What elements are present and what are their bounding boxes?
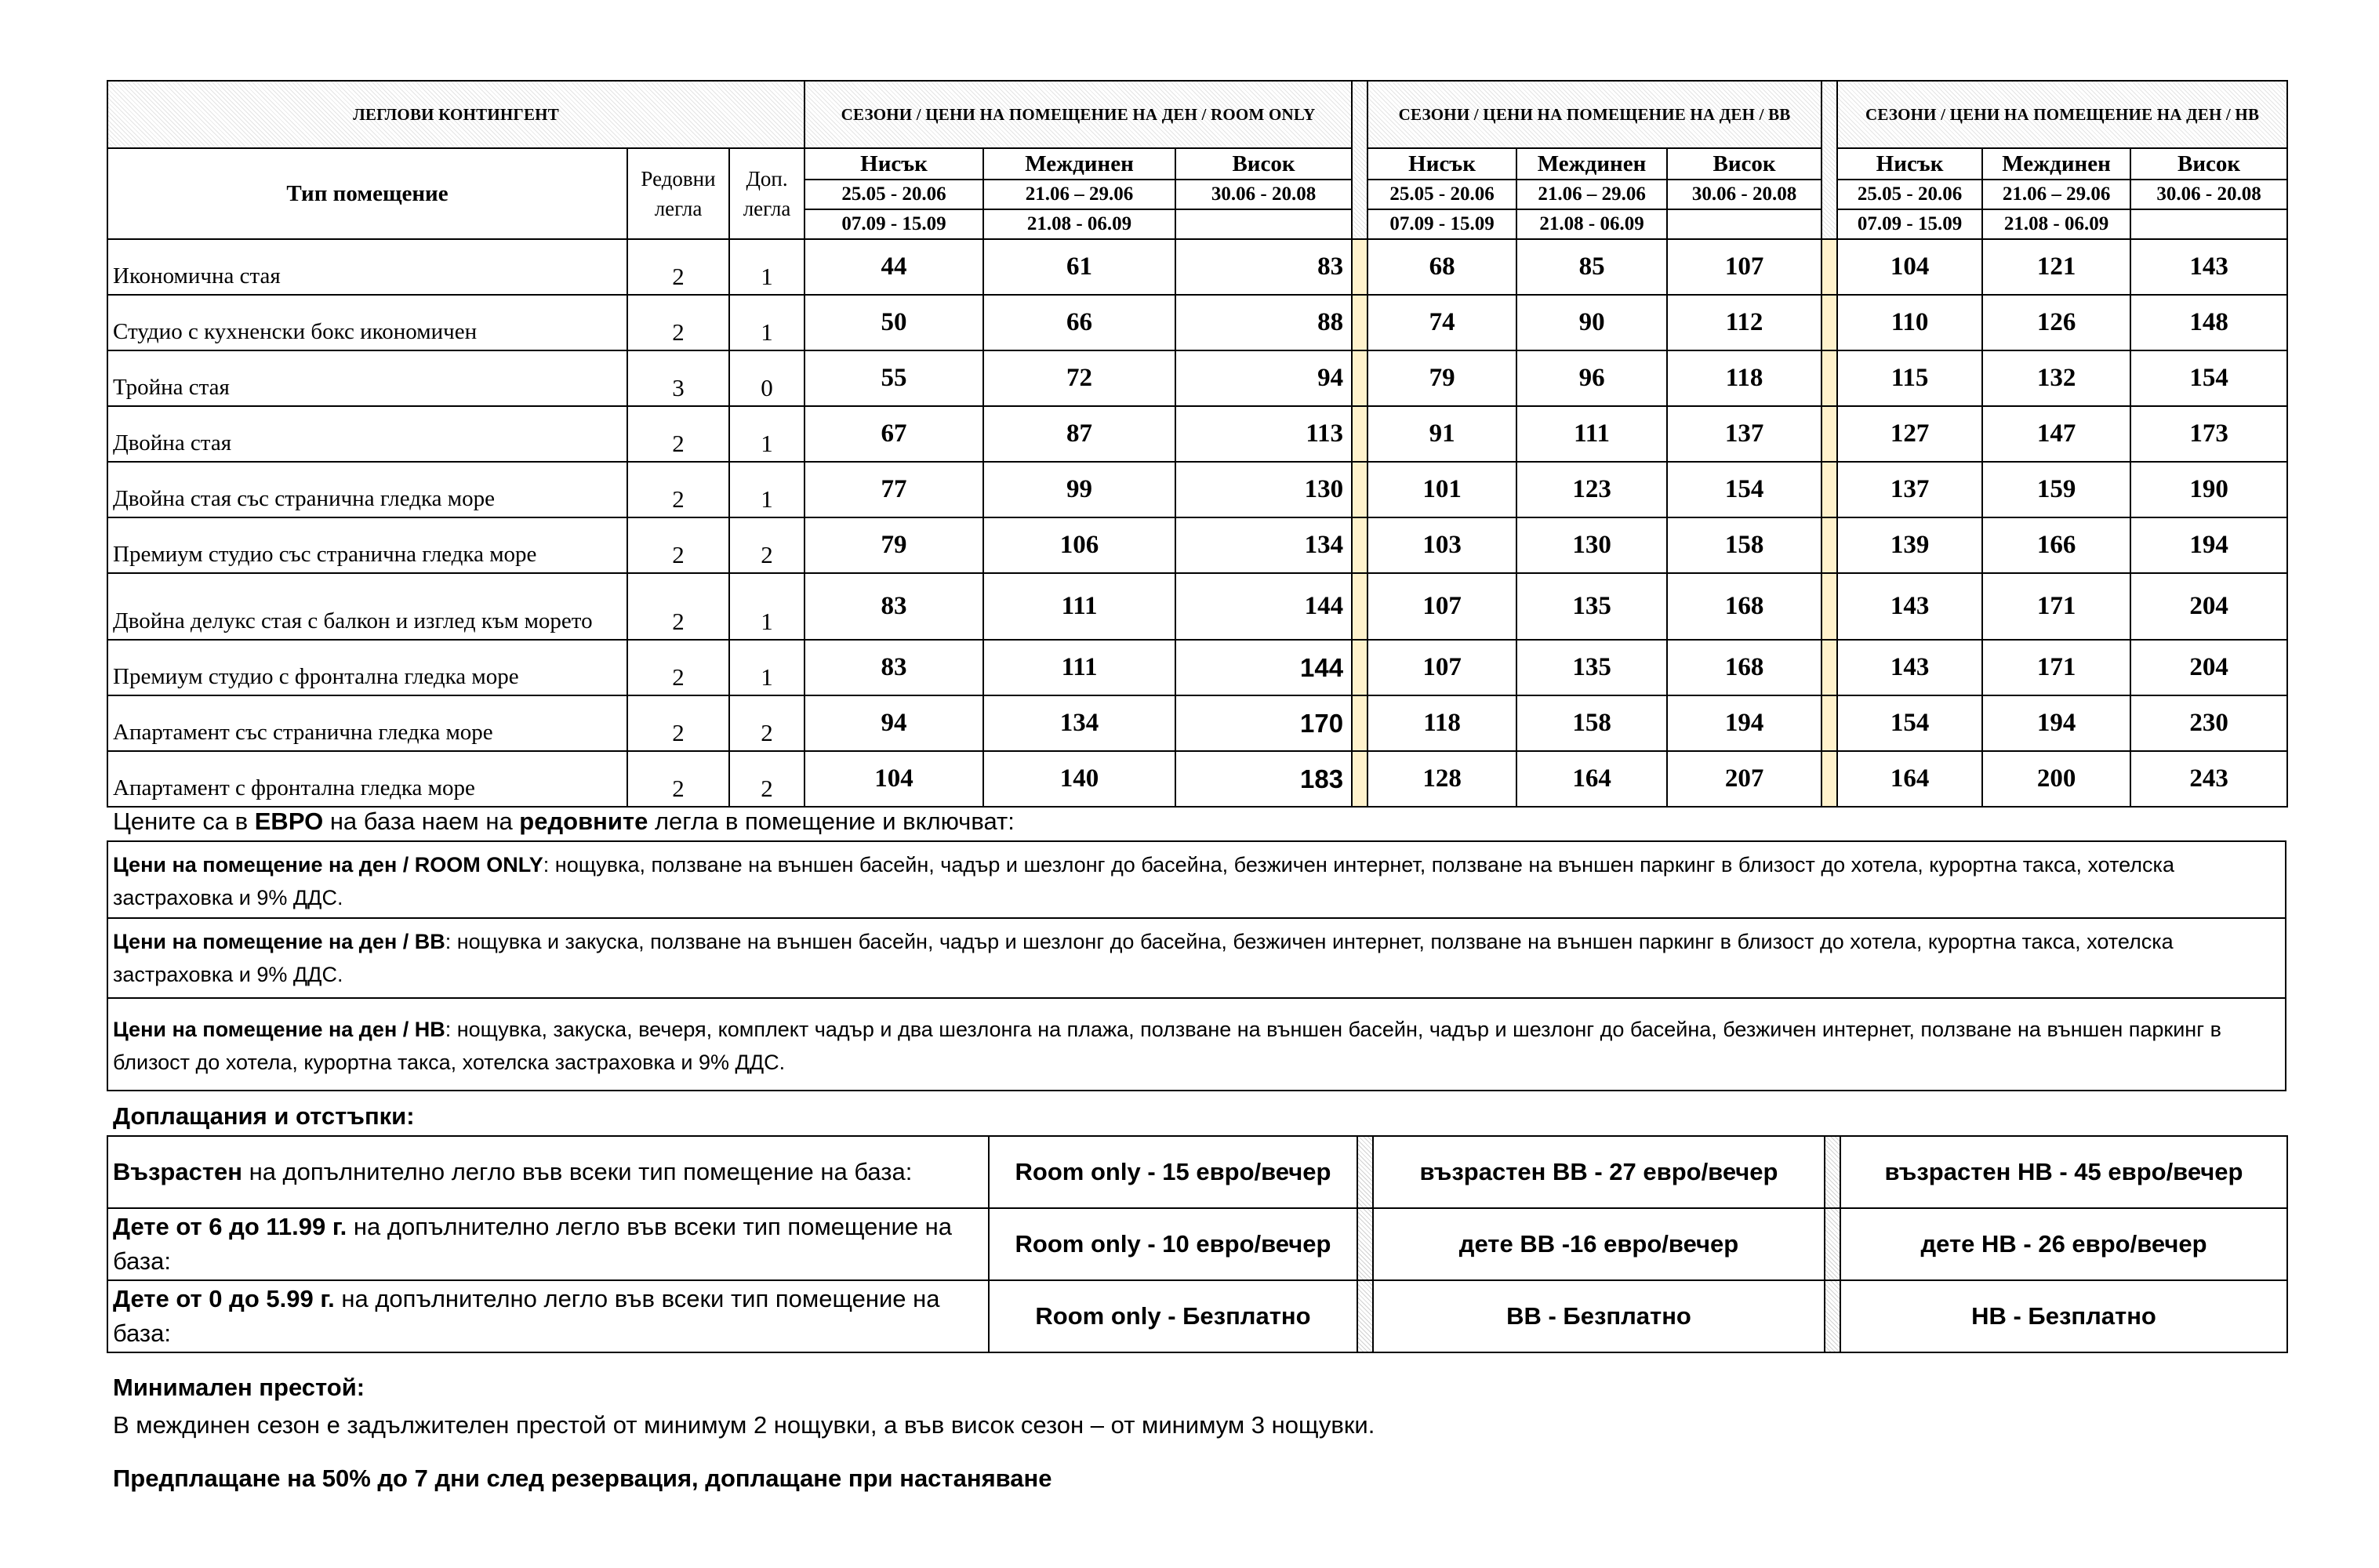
season-dates: 21.06 – 29.06 bbox=[1982, 180, 2130, 209]
price-cell: 118 bbox=[1667, 350, 1821, 406]
season-dates: 21.08 - 06.09 bbox=[1516, 209, 1667, 239]
price-cell: 104 bbox=[1837, 239, 1982, 295]
room-type-cell: Апартамент с фронтална гледка море bbox=[107, 751, 627, 807]
bb-label: Цени на помещение на ден / BB bbox=[113, 930, 445, 953]
extra-beds-cell: 1 bbox=[729, 640, 805, 695]
price-cell: 147 bbox=[1982, 406, 2130, 462]
notes-intro-regular: редовните bbox=[519, 808, 648, 835]
column-separator bbox=[1352, 350, 1367, 406]
hb-inclusions bbox=[107, 998, 2286, 1091]
price-cell: 79 bbox=[805, 517, 983, 573]
extras-label-text: на допълнително легло във всеки тип помещение на база: bbox=[113, 1213, 953, 1275]
column-separator bbox=[1821, 81, 1837, 239]
room-only-supplement: Room only - Безплатно bbox=[989, 1280, 1357, 1352]
extra-beds-cell: 2 bbox=[729, 695, 805, 751]
price-cell: 140 bbox=[983, 751, 1175, 807]
regular-beds-cell: 2 bbox=[627, 239, 729, 295]
price-cell: 94 bbox=[1175, 350, 1352, 406]
room-only-supplement: Room only - 10 евро/вечер bbox=[989, 1208, 1357, 1280]
season-dates: 21.08 - 06.09 bbox=[1982, 209, 2130, 239]
regular-beds-cell: 2 bbox=[627, 695, 729, 751]
bb-supplement: BB - Безплатно bbox=[1373, 1280, 1825, 1352]
table-row bbox=[107, 406, 2287, 462]
inclusions-table bbox=[107, 840, 2286, 1091]
column-separator bbox=[1357, 1280, 1373, 1352]
price-cell: 243 bbox=[2130, 751, 2287, 807]
regular-beds-cell: 2 bbox=[627, 573, 729, 640]
hb-supplement: дете HB - 26 евро/вечер bbox=[1840, 1208, 2287, 1280]
notes-intro-text: на база наем на bbox=[323, 808, 520, 835]
regular-beds-cell: 3 bbox=[627, 350, 729, 406]
extras-label-bold: Дете от 0 до 5.99 г. bbox=[113, 1285, 335, 1312]
column-separator bbox=[1352, 295, 1367, 350]
extras-label-bold: Възрастен bbox=[113, 1158, 242, 1185]
price-cell: 130 bbox=[1516, 517, 1667, 573]
season-name: Нисък bbox=[1367, 148, 1516, 180]
season-dates: 21.06 – 29.06 bbox=[1516, 180, 1667, 209]
season-dates bbox=[1175, 209, 1352, 239]
price-cell: 90 bbox=[1516, 295, 1667, 350]
notes-intro bbox=[113, 808, 1015, 836]
table-row bbox=[107, 517, 2287, 573]
extra-beds-cell: 2 bbox=[729, 751, 805, 807]
season-name: Междинен bbox=[1516, 148, 1667, 180]
column-separator bbox=[1352, 751, 1367, 807]
room-only-inclusions bbox=[107, 841, 2286, 918]
season-dates: 25.05 - 20.06 bbox=[1367, 180, 1516, 209]
price-cell: 61 bbox=[983, 239, 1175, 295]
price-cell: 194 bbox=[1667, 695, 1821, 751]
min-stay-text: В междинен сезон е задължителен престой от минимум 2 нощувки, а във висок сезон – от минимум 3 нощувки. bbox=[113, 1411, 1375, 1439]
price-cell: 113 bbox=[1175, 406, 1352, 462]
season-dates: 30.06 - 20.08 bbox=[1175, 180, 1352, 209]
column-separator bbox=[1352, 462, 1367, 517]
price-cell: 204 bbox=[2130, 573, 2287, 640]
column-separator bbox=[1352, 239, 1367, 295]
extras-label bbox=[107, 1136, 989, 1208]
price-cell: 154 bbox=[2130, 350, 2287, 406]
hb-header: СЕЗОНИ / ЦЕНИ НА ПОМЕЩЕНИЕ НА ДЕН / HB bbox=[1837, 81, 2287, 148]
price-cell: 44 bbox=[805, 239, 983, 295]
price-cell: 158 bbox=[1667, 517, 1821, 573]
price-cell: 139 bbox=[1837, 517, 1982, 573]
column-separator bbox=[1821, 695, 1837, 751]
room-type-cell: Икономична стая bbox=[107, 239, 627, 295]
season-dates: 30.06 - 20.08 bbox=[2130, 180, 2287, 209]
column-separator bbox=[1821, 406, 1837, 462]
price-cell: 115 bbox=[1837, 350, 1982, 406]
table-row bbox=[107, 573, 2287, 640]
season-dates: 25.05 - 20.06 bbox=[805, 180, 983, 209]
hb-text: : нощувка, закуска, вечеря, комплект чадър и два шезлонга на плажа, ползване на външен басейн, чадър и шезлонг до басейна, безжичен интернет, ползване на външен паркинг в близост до хотела, курортна такса, хотелска застраховка и 9% ДДС. bbox=[113, 1018, 2221, 1074]
room-type-cell: Двойна стая bbox=[107, 406, 627, 462]
column-separator bbox=[1821, 350, 1837, 406]
room-type-cell: Апартамент със странична гледка море bbox=[107, 695, 627, 751]
season-dates: 21.06 – 29.06 bbox=[983, 180, 1175, 209]
bb-supplement: дете BB -16 евро/вечер bbox=[1373, 1208, 1825, 1280]
column-separator bbox=[1821, 517, 1837, 573]
extra-beds-cell: 1 bbox=[729, 462, 805, 517]
price-cell: 55 bbox=[805, 350, 983, 406]
price-cell: 104 bbox=[805, 751, 983, 807]
hb-supplement: възрастен HB - 45 евро/вечер bbox=[1840, 1136, 2287, 1208]
bb-supplement: възрастен BB - 27 евро/вечер bbox=[1373, 1136, 1825, 1208]
price-cell: 230 bbox=[2130, 695, 2287, 751]
regular-beds-cell: 2 bbox=[627, 640, 729, 695]
room-type-cell: Премиум студио със странична гледка море bbox=[107, 517, 627, 573]
price-cell: 107 bbox=[1667, 239, 1821, 295]
extras-table bbox=[107, 1135, 2288, 1353]
regular-beds-cell: 2 bbox=[627, 406, 729, 462]
price-cell: 111 bbox=[983, 573, 1175, 640]
season-name: Нисък bbox=[1837, 148, 1982, 180]
column-separator bbox=[1352, 406, 1367, 462]
regular-beds-header: Редовни легла bbox=[627, 148, 729, 239]
season-name: Нисък bbox=[805, 148, 983, 180]
price-cell: 194 bbox=[2130, 517, 2287, 573]
price-cell: 148 bbox=[2130, 295, 2287, 350]
price-cell: 171 bbox=[1982, 573, 2130, 640]
column-separator bbox=[1821, 573, 1837, 640]
notes-intro-text: легла в помещение и включват: bbox=[648, 808, 1015, 835]
price-cell: 68 bbox=[1367, 239, 1516, 295]
price-cell: 134 bbox=[1175, 517, 1352, 573]
room-type-cell: Студио с кухненски бокс икономичен bbox=[107, 295, 627, 350]
price-cell: 110 bbox=[1837, 295, 1982, 350]
price-cell: 168 bbox=[1667, 573, 1821, 640]
price-cell: 166 bbox=[1982, 517, 2130, 573]
price-cell: 171 bbox=[1982, 640, 2130, 695]
price-cell: 66 bbox=[983, 295, 1175, 350]
room-type-cell: Двойна делукс стая с балкон и изглед към морето bbox=[107, 573, 627, 640]
table-row bbox=[107, 751, 2287, 807]
price-cell: 158 bbox=[1516, 695, 1667, 751]
season-name: Междинен bbox=[1982, 148, 2130, 180]
extras-label bbox=[107, 1280, 989, 1352]
price-cell: 88 bbox=[1175, 295, 1352, 350]
season-dates: 07.09 - 15.09 bbox=[1837, 209, 1982, 239]
price-cell: 134 bbox=[983, 695, 1175, 751]
price-cell: 91 bbox=[1367, 406, 1516, 462]
regular-beds-cell: 2 bbox=[627, 462, 729, 517]
column-separator bbox=[1825, 1208, 1840, 1280]
notes-intro-text: Цените са в bbox=[113, 808, 255, 835]
hb-supplement: HB - Безплатно bbox=[1840, 1280, 2287, 1352]
season-dates: 07.09 - 15.09 bbox=[805, 209, 983, 239]
price-cell: 207 bbox=[1667, 751, 1821, 807]
price-cell: 112 bbox=[1667, 295, 1821, 350]
price-cell: 143 bbox=[1837, 573, 1982, 640]
bb-header: СЕЗОНИ / ЦЕНИ НА ПОМЕЩЕНИЕ НА ДЕН / BB bbox=[1367, 81, 1821, 148]
notes-intro-euro: ЕВРО bbox=[254, 808, 324, 835]
bb-text: : нощувка и закуска, ползване на външен басейн, чадър и шезлонг до басейна, безжичен интернет, ползване на външен паркинг в близост до хотела, курортна такса, хотелска застраховка и 9% ДДС. bbox=[113, 930, 2174, 986]
price-cell: 111 bbox=[1516, 406, 1667, 462]
price-cell: 121 bbox=[1982, 239, 2130, 295]
price-cell: 137 bbox=[1837, 462, 1982, 517]
price-cell: 168 bbox=[1667, 640, 1821, 695]
extras-label-text: на допълнително легло във всеки тип помещение на база: bbox=[242, 1158, 913, 1185]
extra-beds-header: Доп. легла bbox=[729, 148, 805, 239]
extras-label bbox=[107, 1208, 989, 1280]
price-cell: 135 bbox=[1516, 640, 1667, 695]
season-dates: 21.08 - 06.09 bbox=[983, 209, 1175, 239]
column-separator bbox=[1821, 295, 1837, 350]
extra-beds-cell: 1 bbox=[729, 406, 805, 462]
column-separator bbox=[1352, 640, 1367, 695]
price-cell: 190 bbox=[2130, 462, 2287, 517]
table-row bbox=[107, 462, 2287, 517]
extras-row bbox=[107, 1208, 2287, 1280]
price-cell: 200 bbox=[1982, 751, 2130, 807]
price-cell: 144 bbox=[1175, 640, 1352, 695]
season-dates: 30.06 - 20.08 bbox=[1667, 180, 1821, 209]
room-type-header: Тип помещение bbox=[107, 148, 627, 239]
column-separator bbox=[1352, 695, 1367, 751]
price-cell: 50 bbox=[805, 295, 983, 350]
price-table bbox=[107, 80, 2288, 808]
price-cell: 183 bbox=[1175, 751, 1352, 807]
contingent-header: ЛЕГЛОВИ КОНТИНГЕНТ bbox=[107, 81, 805, 148]
price-cell: 72 bbox=[983, 350, 1175, 406]
price-cell: 132 bbox=[1982, 350, 2130, 406]
price-cell: 154 bbox=[1837, 695, 1982, 751]
column-separator bbox=[1825, 1136, 1840, 1208]
table-row bbox=[107, 640, 2287, 695]
price-cell: 154 bbox=[1667, 462, 1821, 517]
season-dates: 07.09 - 15.09 bbox=[1367, 209, 1516, 239]
price-cell: 85 bbox=[1516, 239, 1667, 295]
bb-inclusions bbox=[107, 918, 2286, 998]
table-row bbox=[107, 295, 2287, 350]
regular-beds-cell: 2 bbox=[627, 517, 729, 573]
season-name: Висок bbox=[1667, 148, 1821, 180]
price-cell: 126 bbox=[1982, 295, 2130, 350]
extras-row bbox=[107, 1280, 2287, 1352]
price-cell: 87 bbox=[983, 406, 1175, 462]
extra-beds-cell: 0 bbox=[729, 350, 805, 406]
price-cell: 204 bbox=[2130, 640, 2287, 695]
table-row bbox=[107, 239, 2287, 295]
price-cell: 107 bbox=[1367, 640, 1516, 695]
price-cell: 164 bbox=[1837, 751, 1982, 807]
season-name: Междинен bbox=[983, 148, 1175, 180]
room-only-label: Цени на помещение на ден / ROOM ONLY bbox=[113, 853, 543, 877]
extras-title: Доплащания и отстъпки: bbox=[113, 1102, 415, 1130]
prepayment-note: Предплащане на 50% до 7 дни след резервация, доплащане при настаняване bbox=[113, 1465, 1052, 1492]
price-cell: 137 bbox=[1667, 406, 1821, 462]
extras-row bbox=[107, 1136, 2287, 1208]
room-type-cell: Премиум студио с фронтална гледка море bbox=[107, 640, 627, 695]
column-separator bbox=[1821, 751, 1837, 807]
room-type-cell: Тройна стая bbox=[107, 350, 627, 406]
price-cell: 103 bbox=[1367, 517, 1516, 573]
price-cell: 130 bbox=[1175, 462, 1352, 517]
min-stay-title: Минимален престой: bbox=[113, 1374, 365, 1401]
price-cell: 143 bbox=[2130, 239, 2287, 295]
regular-beds-cell: 2 bbox=[627, 751, 729, 807]
column-separator bbox=[1357, 1136, 1373, 1208]
price-cell: 94 bbox=[805, 695, 983, 751]
room-only-text: : нощувка, ползване на външен басейн, чадър и шезлонг до басейна, безжичен интернет, ползване на външен паркинг в близост до хотела, курортна такса, хотелска застраховка и 9% ДДС. bbox=[113, 853, 2174, 909]
table-row bbox=[107, 350, 2287, 406]
price-cell: 79 bbox=[1367, 350, 1516, 406]
price-cell: 128 bbox=[1367, 751, 1516, 807]
price-cell: 123 bbox=[1516, 462, 1667, 517]
extra-beds-cell: 1 bbox=[729, 573, 805, 640]
column-separator bbox=[1352, 517, 1367, 573]
price-cell: 107 bbox=[1367, 573, 1516, 640]
column-separator bbox=[1821, 239, 1837, 295]
season-dates bbox=[2130, 209, 2287, 239]
room-only-supplement: Room only - 15 евро/вечер bbox=[989, 1136, 1357, 1208]
price-cell: 127 bbox=[1837, 406, 1982, 462]
price-cell: 83 bbox=[805, 573, 983, 640]
extras-label-text: на допълнително легло във всеки тип помещение на база: bbox=[113, 1285, 940, 1347]
price-cell: 83 bbox=[1175, 239, 1352, 295]
price-cell: 135 bbox=[1516, 573, 1667, 640]
extra-beds-cell: 2 bbox=[729, 517, 805, 573]
column-separator bbox=[1821, 462, 1837, 517]
season-name: Висок bbox=[2130, 148, 2287, 180]
table-row bbox=[107, 695, 2287, 751]
column-separator bbox=[1352, 81, 1367, 239]
price-cell: 173 bbox=[2130, 406, 2287, 462]
price-cell: 77 bbox=[805, 462, 983, 517]
column-separator bbox=[1352, 573, 1367, 640]
price-cell: 67 bbox=[805, 406, 983, 462]
price-cell: 96 bbox=[1516, 350, 1667, 406]
season-dates: 25.05 - 20.06 bbox=[1837, 180, 1982, 209]
extra-beds-cell: 1 bbox=[729, 239, 805, 295]
price-cell: 164 bbox=[1516, 751, 1667, 807]
price-cell: 143 bbox=[1837, 640, 1982, 695]
price-cell: 194 bbox=[1982, 695, 2130, 751]
price-cell: 111 bbox=[983, 640, 1175, 695]
price-cell: 83 bbox=[805, 640, 983, 695]
room-type-cell: Двойна стая със странична гледка море bbox=[107, 462, 627, 517]
extra-beds-cell: 1 bbox=[729, 295, 805, 350]
column-separator bbox=[1821, 640, 1837, 695]
price-cell: 118 bbox=[1367, 695, 1516, 751]
price-cell: 106 bbox=[983, 517, 1175, 573]
price-cell: 101 bbox=[1367, 462, 1516, 517]
column-separator bbox=[1357, 1208, 1373, 1280]
column-separator bbox=[1825, 1280, 1840, 1352]
price-cell: 74 bbox=[1367, 295, 1516, 350]
price-cell: 159 bbox=[1982, 462, 2130, 517]
hb-label: Цени на помещение на ден / HB bbox=[113, 1018, 445, 1041]
extras-label-bold: Дете от 6 до 11.99 г. bbox=[113, 1213, 347, 1240]
regular-beds-cell: 2 bbox=[627, 295, 729, 350]
price-cell: 144 bbox=[1175, 573, 1352, 640]
price-cell: 170 bbox=[1175, 695, 1352, 751]
season-dates bbox=[1667, 209, 1821, 239]
season-name: Висок bbox=[1175, 148, 1352, 180]
room-only-header: СЕЗОНИ / ЦЕНИ НА ПОМЕЩЕНИЕ НА ДЕН / ROOM ONLY bbox=[805, 81, 1352, 148]
price-cell: 99 bbox=[983, 462, 1175, 517]
